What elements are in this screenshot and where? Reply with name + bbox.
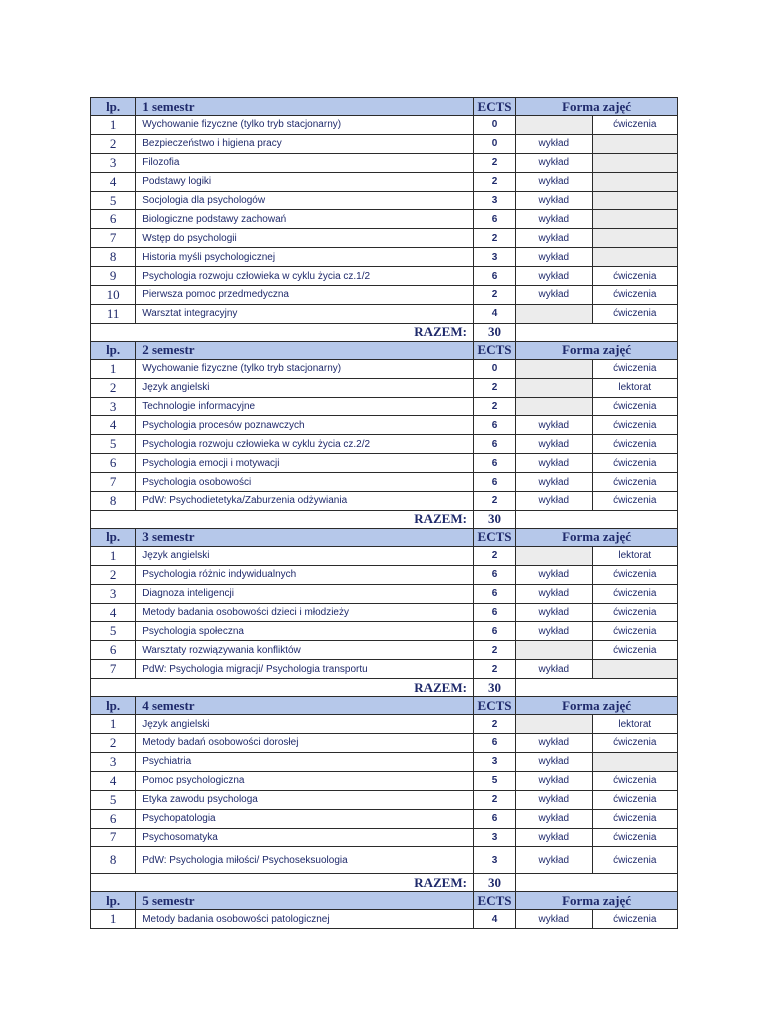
forma-header: Forma zajęć xyxy=(516,697,678,715)
form-exercise xyxy=(592,153,677,172)
table-row xyxy=(91,172,678,191)
course-name: Pierwsza pomoc przedmedyczna xyxy=(136,286,474,305)
row-number: 5 xyxy=(91,622,136,641)
total-value: 30 xyxy=(473,679,515,697)
form-lecture: wykład xyxy=(516,828,592,847)
forma-header: Forma zajęć xyxy=(516,341,678,359)
total-filler xyxy=(516,679,678,697)
row-number: 8 xyxy=(91,248,136,267)
course-name: Warsztaty rozwiązywania konfliktów xyxy=(136,641,474,660)
form-exercise: ćwiczenia xyxy=(592,416,677,435)
row-number: 1 xyxy=(91,116,136,135)
course-name: Język angielski xyxy=(136,715,474,734)
row-number: 3 xyxy=(91,153,136,172)
form-exercise xyxy=(592,752,677,771)
table-row xyxy=(91,191,678,210)
course-name: Historia myśli psychologicznej xyxy=(136,248,474,267)
semester-title: 2 semestr xyxy=(136,341,474,359)
ects-header: ECTS xyxy=(473,341,515,359)
form-lecture: wykład xyxy=(516,771,592,790)
form-lecture: wykład xyxy=(516,910,592,929)
form-lecture: wykład xyxy=(516,790,592,809)
ects-value: 6 xyxy=(473,267,515,286)
form-exercise: ćwiczenia xyxy=(592,771,677,790)
row-number: 10 xyxy=(91,286,136,305)
form-exercise xyxy=(592,172,677,191)
course-name: Bezpieczeństwo i higiena pracy xyxy=(136,134,474,153)
course-name: Etyka zawodu psychologa xyxy=(136,790,474,809)
row-number: 2 xyxy=(91,565,136,584)
row-number: 3 xyxy=(91,752,136,771)
table-row xyxy=(91,378,678,397)
course-name: PdW: Psychologia migracji/ Psychologia transportu xyxy=(136,660,474,679)
form-lecture: wykład xyxy=(516,416,592,435)
table-row xyxy=(91,584,678,603)
course-name: PdW: Psychodietetyka/Zaburzenia odżywiania xyxy=(136,492,474,511)
form-lecture: wykład xyxy=(516,229,592,248)
total-label: RAZEM: xyxy=(91,874,474,892)
form-exercise: lektorat xyxy=(592,715,677,734)
ects-header: ECTS xyxy=(473,98,515,116)
form-exercise: lektorat xyxy=(592,546,677,565)
form-exercise: ćwiczenia xyxy=(592,397,677,416)
form-lecture: wykład xyxy=(516,584,592,603)
form-exercise: ćwiczenia xyxy=(592,828,677,847)
course-name: Warsztat integracyjny xyxy=(136,304,474,323)
row-number: 5 xyxy=(91,191,136,210)
row-number: 1 xyxy=(91,359,136,378)
semester-header-row xyxy=(91,528,678,546)
ects-value: 4 xyxy=(473,304,515,323)
ects-value: 0 xyxy=(473,134,515,153)
semester-total-row xyxy=(91,679,678,697)
ects-value: 2 xyxy=(473,790,515,809)
row-number: 6 xyxy=(91,809,136,828)
table-row xyxy=(91,734,678,753)
semester-title: 1 semestr xyxy=(136,98,474,116)
form-lecture: wykład xyxy=(516,267,592,286)
form-exercise: ćwiczenia xyxy=(592,603,677,622)
row-number: 3 xyxy=(91,397,136,416)
course-name: Psychologia rozwoju człowieka w cyklu życia cz.2/2 xyxy=(136,435,474,454)
form-lecture: wykład xyxy=(516,565,592,584)
form-exercise: ćwiczenia xyxy=(592,267,677,286)
form-lecture: wykład xyxy=(516,603,592,622)
form-exercise xyxy=(592,210,677,229)
course-name: Metody badania osobowości dzieci i młodzieży xyxy=(136,603,474,622)
semester-total-row xyxy=(91,874,678,892)
lp-header: lp. xyxy=(91,98,136,116)
row-number: 1 xyxy=(91,546,136,565)
form-exercise xyxy=(592,248,677,267)
ects-value: 4 xyxy=(473,910,515,929)
form-exercise: ćwiczenia xyxy=(592,492,677,511)
course-name: Psychologia procesów poznawczych xyxy=(136,416,474,435)
row-number: 1 xyxy=(91,715,136,734)
form-exercise: ćwiczenia xyxy=(592,847,677,874)
ects-value: 2 xyxy=(473,660,515,679)
row-number: 4 xyxy=(91,603,136,622)
ects-value: 6 xyxy=(473,210,515,229)
forma-header: Forma zajęć xyxy=(516,98,678,116)
course-name: Filozofia xyxy=(136,153,474,172)
form-exercise: ćwiczenia xyxy=(592,286,677,305)
form-lecture: wykład xyxy=(516,473,592,492)
form-lecture: wykład xyxy=(516,172,592,191)
table-row xyxy=(91,546,678,565)
lp-header: lp. xyxy=(91,341,136,359)
row-number: 3 xyxy=(91,584,136,603)
forma-header: Forma zajęć xyxy=(516,528,678,546)
table-row xyxy=(91,715,678,734)
ects-value: 2 xyxy=(473,153,515,172)
form-lecture: wykład xyxy=(516,622,592,641)
course-name: Język angielski xyxy=(136,546,474,565)
course-name: Biologiczne podstawy zachowań xyxy=(136,210,474,229)
form-exercise: ćwiczenia xyxy=(592,641,677,660)
semester-header-row xyxy=(91,341,678,359)
row-number: 2 xyxy=(91,378,136,397)
course-name: Socjologia dla psychologów xyxy=(136,191,474,210)
semester-total-row xyxy=(91,510,678,528)
row-number: 7 xyxy=(91,660,136,679)
form-lecture: wykład xyxy=(516,734,592,753)
semester-header-row xyxy=(91,697,678,715)
form-lecture: wykład xyxy=(516,153,592,172)
semester-title: 4 semestr xyxy=(136,697,474,715)
row-number: 5 xyxy=(91,435,136,454)
table-row xyxy=(91,454,678,473)
ects-value: 6 xyxy=(473,603,515,622)
row-number: 5 xyxy=(91,790,136,809)
table-row xyxy=(91,134,678,153)
course-name: PdW: Psychologia miłości/ Psychoseksuologia xyxy=(136,847,474,874)
form-exercise: ćwiczenia xyxy=(592,473,677,492)
form-lecture: wykład xyxy=(516,492,592,511)
ects-value: 6 xyxy=(473,435,515,454)
ects-value: 2 xyxy=(473,397,515,416)
form-lecture xyxy=(516,397,592,416)
ects-value: 3 xyxy=(473,248,515,267)
ects-value: 0 xyxy=(473,116,515,135)
course-name: Psychologia rozwoju człowieka w cyklu życia cz.1/2 xyxy=(136,267,474,286)
form-lecture: wykład xyxy=(516,210,592,229)
row-number: 7 xyxy=(91,473,136,492)
row-number: 7 xyxy=(91,229,136,248)
table-row xyxy=(91,359,678,378)
form-exercise: ćwiczenia xyxy=(592,790,677,809)
ects-value: 6 xyxy=(473,622,515,641)
form-lecture xyxy=(516,378,592,397)
course-name: Psychologia emocji i motywacji xyxy=(136,454,474,473)
course-name: Psychologia różnic indywidualnych xyxy=(136,565,474,584)
row-number: 11 xyxy=(91,304,136,323)
course-name: Pomoc psychologiczna xyxy=(136,771,474,790)
total-filler xyxy=(516,323,678,341)
course-name: Podstawy logiki xyxy=(136,172,474,191)
ects-value: 2 xyxy=(473,229,515,248)
curriculum-table xyxy=(90,97,678,929)
ects-value: 6 xyxy=(473,565,515,584)
course-name: Psychopatologia xyxy=(136,809,474,828)
form-exercise: ćwiczenia xyxy=(592,359,677,378)
table-row xyxy=(91,397,678,416)
ects-value: 6 xyxy=(473,473,515,492)
row-number: 8 xyxy=(91,492,136,511)
form-lecture xyxy=(516,304,592,323)
ects-value: 3 xyxy=(473,847,515,874)
lp-header: lp. xyxy=(91,697,136,715)
table-row xyxy=(91,153,678,172)
form-exercise: ćwiczenia xyxy=(592,435,677,454)
row-number: 6 xyxy=(91,641,136,660)
course-name: Metody badania osobowości patologicznej xyxy=(136,910,474,929)
form-exercise xyxy=(592,660,677,679)
form-lecture: wykład xyxy=(516,454,592,473)
row-number: 4 xyxy=(91,416,136,435)
semester-total-row xyxy=(91,323,678,341)
table-row xyxy=(91,492,678,511)
table-row xyxy=(91,910,678,929)
ects-header: ECTS xyxy=(473,697,515,715)
form-exercise: ćwiczenia xyxy=(592,622,677,641)
form-exercise: lektorat xyxy=(592,378,677,397)
ects-value: 3 xyxy=(473,828,515,847)
row-number: 1 xyxy=(91,910,136,929)
form-lecture: wykład xyxy=(516,752,592,771)
table-row xyxy=(91,210,678,229)
row-number: 4 xyxy=(91,771,136,790)
form-lecture: wykład xyxy=(516,286,592,305)
form-exercise: ćwiczenia xyxy=(592,304,677,323)
ects-value: 5 xyxy=(473,771,515,790)
course-name: Metody badań osobowości dorosłej xyxy=(136,734,474,753)
table-row xyxy=(91,828,678,847)
total-filler xyxy=(516,874,678,892)
table-row xyxy=(91,565,678,584)
semester-header-row xyxy=(91,98,678,116)
form-exercise xyxy=(592,134,677,153)
ects-value: 2 xyxy=(473,492,515,511)
ects-value: 6 xyxy=(473,454,515,473)
form-lecture: wykład xyxy=(516,248,592,267)
table-row xyxy=(91,790,678,809)
ects-value: 2 xyxy=(473,378,515,397)
form-lecture xyxy=(516,359,592,378)
course-name: Wychowanie fizyczne (tylko tryb stacjonarny) xyxy=(136,116,474,135)
table-row xyxy=(91,622,678,641)
course-name: Wstęp do psychologii xyxy=(136,229,474,248)
ects-value: 2 xyxy=(473,641,515,660)
course-name: Psychiatria xyxy=(136,752,474,771)
ects-header: ECTS xyxy=(473,528,515,546)
ects-value: 3 xyxy=(473,191,515,210)
form-exercise: ćwiczenia xyxy=(592,454,677,473)
form-lecture: wykład xyxy=(516,809,592,828)
ects-value: 6 xyxy=(473,809,515,828)
table-row xyxy=(91,116,678,135)
ects-value: 0 xyxy=(473,359,515,378)
ects-value: 6 xyxy=(473,416,515,435)
ects-value: 6 xyxy=(473,584,515,603)
row-number: 2 xyxy=(91,734,136,753)
form-lecture: wykład xyxy=(516,435,592,454)
table-row xyxy=(91,771,678,790)
ects-value: 2 xyxy=(473,172,515,191)
total-value: 30 xyxy=(473,323,515,341)
table-row xyxy=(91,603,678,622)
course-name: Psychosomatyka xyxy=(136,828,474,847)
ects-header: ECTS xyxy=(473,892,515,910)
ects-value: 2 xyxy=(473,715,515,734)
row-number: 4 xyxy=(91,172,136,191)
form-lecture: wykład xyxy=(516,191,592,210)
ects-value: 3 xyxy=(473,752,515,771)
table-row xyxy=(91,229,678,248)
table-row xyxy=(91,435,678,454)
table-row xyxy=(91,847,678,874)
form-exercise: ćwiczenia xyxy=(592,565,677,584)
form-exercise: ćwiczenia xyxy=(592,734,677,753)
course-name: Psychologia osobowości xyxy=(136,473,474,492)
row-number: 9 xyxy=(91,267,136,286)
row-number: 6 xyxy=(91,454,136,473)
course-name: Technologie informacyjne xyxy=(136,397,474,416)
total-label: RAZEM: xyxy=(91,679,474,697)
form-exercise: ćwiczenia xyxy=(592,584,677,603)
course-name: Psychologia społeczna xyxy=(136,622,474,641)
form-lecture: wykład xyxy=(516,660,592,679)
form-lecture xyxy=(516,546,592,565)
forma-header: Forma zajęć xyxy=(516,892,678,910)
form-lecture xyxy=(516,116,592,135)
table-row xyxy=(91,752,678,771)
form-exercise xyxy=(592,191,677,210)
row-number: 8 xyxy=(91,847,136,874)
table-row xyxy=(91,416,678,435)
ects-value: 6 xyxy=(473,734,515,753)
table-row xyxy=(91,660,678,679)
semester-title: 3 semestr xyxy=(136,528,474,546)
total-filler xyxy=(516,510,678,528)
table-row xyxy=(91,267,678,286)
course-name: Diagnoza inteligencji xyxy=(136,584,474,603)
table-row xyxy=(91,248,678,267)
row-number: 7 xyxy=(91,828,136,847)
course-name: Wychowanie fizyczne (tylko tryb stacjonarny) xyxy=(136,359,474,378)
lp-header: lp. xyxy=(91,892,136,910)
form-lecture: wykład xyxy=(516,847,592,874)
semester-title: 5 semestr xyxy=(136,892,474,910)
table-row xyxy=(91,473,678,492)
table-row xyxy=(91,304,678,323)
row-number: 6 xyxy=(91,210,136,229)
semester-header-row xyxy=(91,892,678,910)
ects-value: 2 xyxy=(473,286,515,305)
form-exercise: ćwiczenia xyxy=(592,809,677,828)
form-exercise: ćwiczenia xyxy=(592,116,677,135)
table-row xyxy=(91,809,678,828)
form-exercise xyxy=(592,229,677,248)
course-name: Język angielski xyxy=(136,378,474,397)
total-label: RAZEM: xyxy=(91,323,474,341)
curriculum-table-body xyxy=(91,98,678,929)
total-value: 30 xyxy=(473,874,515,892)
table-row xyxy=(91,641,678,660)
row-number: 2 xyxy=(91,134,136,153)
form-lecture: wykład xyxy=(516,134,592,153)
total-label: RAZEM: xyxy=(91,510,474,528)
table-row xyxy=(91,286,678,305)
total-value: 30 xyxy=(473,510,515,528)
form-exercise: ćwiczenia xyxy=(592,910,677,929)
ects-value: 2 xyxy=(473,546,515,565)
form-lecture xyxy=(516,641,592,660)
form-lecture xyxy=(516,715,592,734)
lp-header: lp. xyxy=(91,528,136,546)
